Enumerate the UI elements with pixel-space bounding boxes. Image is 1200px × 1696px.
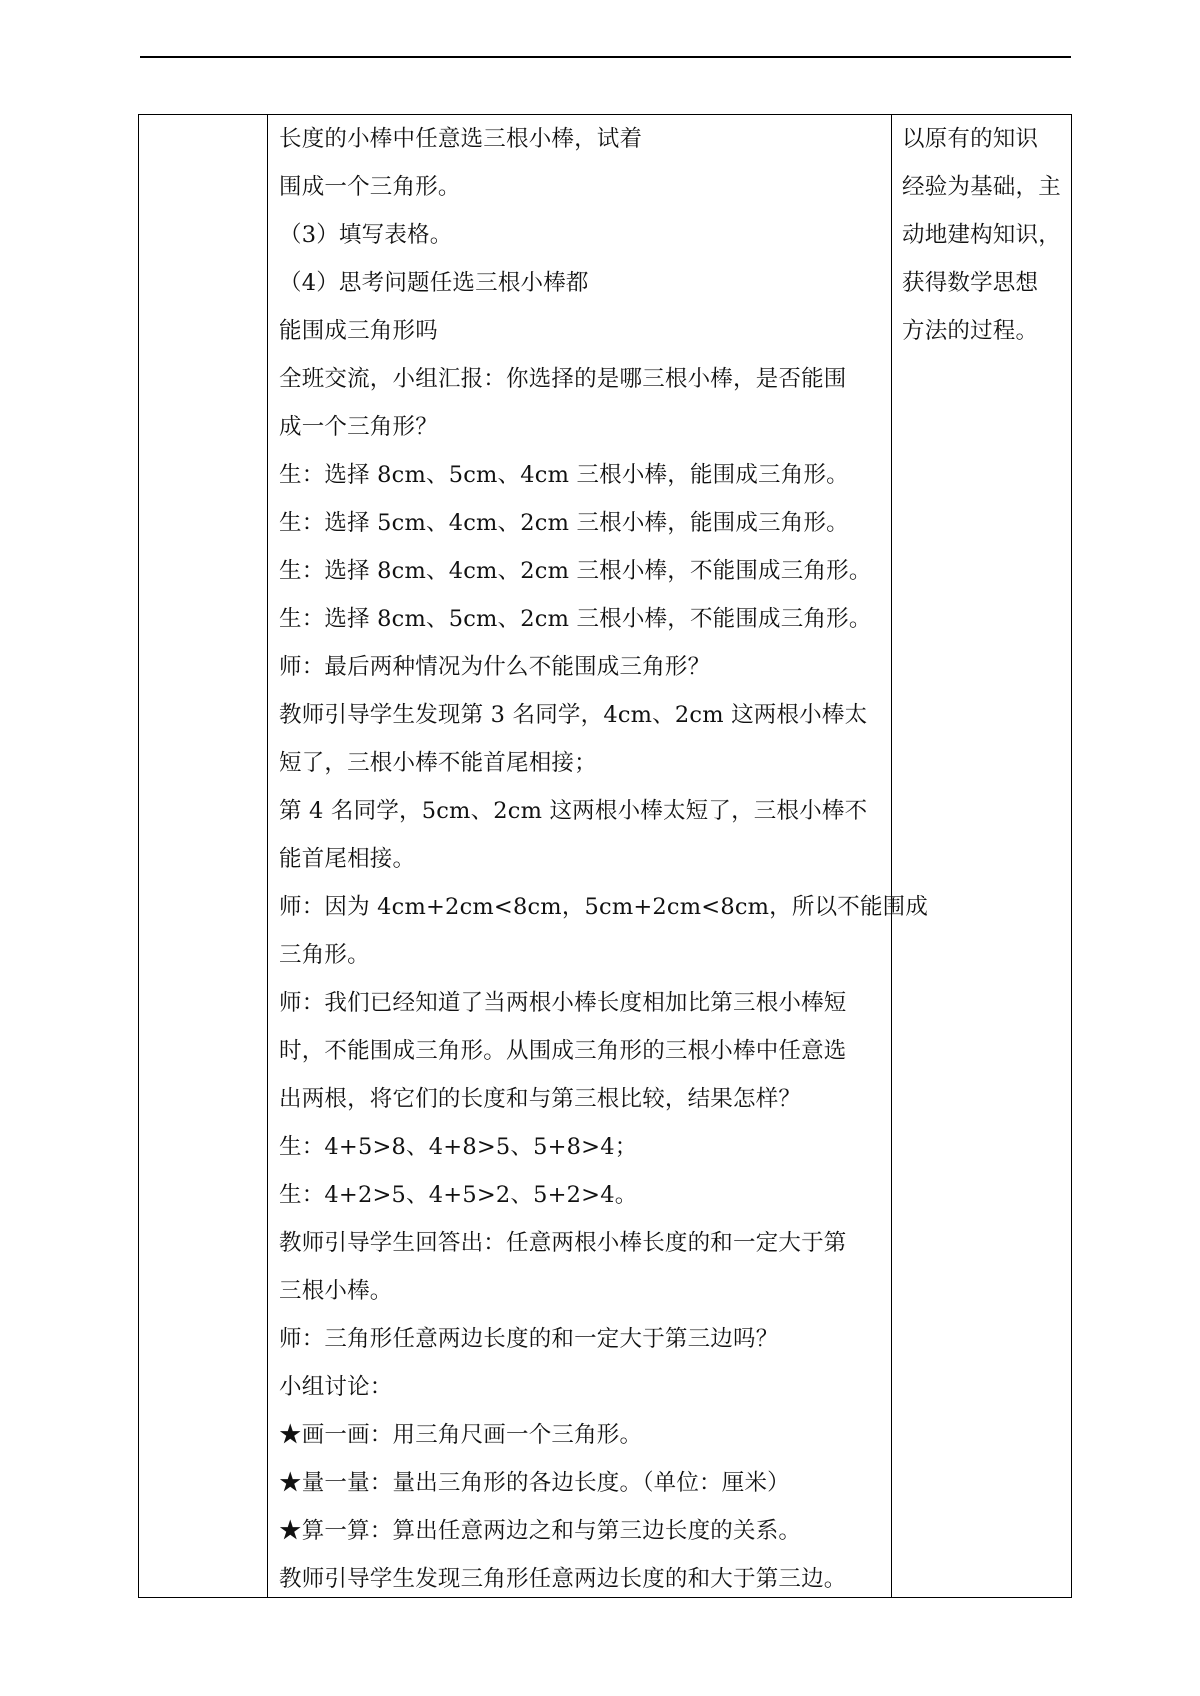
activity-line: ★画一画：用三角尺画一个三角形。	[279, 1422, 643, 1448]
header-rule	[140, 56, 1071, 58]
activity-line: 出两根，将它们的长度和与第三根比较，结果怎样？	[279, 1086, 802, 1112]
design-intent-line: 动地建构知识，	[902, 222, 1061, 248]
design-intent-line: 方法的过程。	[902, 318, 1039, 344]
lesson-table	[138, 114, 1072, 1598]
activity-line: （4）思考问题任选三根小棒都	[279, 270, 589, 296]
activity-line: 第 4 名同学，5cm、2cm 这两根小棒太短了，三根小棒不	[279, 798, 868, 824]
design-intent-line: 获得数学思想	[902, 270, 1039, 296]
activity-line: 围成一个三角形。	[279, 174, 461, 200]
design-intent-cell	[891, 115, 1071, 355]
activity-line: 师：我们已经知道了当两根小棒长度相加比第三根小棒短	[279, 990, 847, 1016]
design-intent-line: 以原有的知识	[902, 126, 1039, 152]
activity-line: 教师引导学生发现三角形任意两边长度的和大于第三边。	[279, 1566, 847, 1592]
activity-line: ★算一算：算出任意两边之和与第三边长度的关系。	[279, 1518, 802, 1544]
design-intent-line: 经验为基础，主	[902, 174, 1061, 200]
activity-line: 生：4+2>5、4+5>2、5+2>4。	[279, 1182, 638, 1208]
activity-line: 能首尾相接。	[279, 846, 416, 872]
activity-cell	[267, 115, 929, 1603]
activity-line: 师：三角形任意两边长度的和一定大于第三边吗？	[279, 1326, 779, 1352]
activity-line: 时，不能围成三角形。从围成三角形的三根小棒中任意选	[279, 1038, 847, 1064]
activity-line: 师：最后两种情况为什么不能围成三角形？	[279, 654, 711, 680]
design-intent-text	[902, 115, 1071, 355]
activity-line: 长度的小棒中任意选三根小棒，试着	[279, 126, 643, 152]
activity-line: 师：因为 4cm+2cm<8cm，5cm+2cm<8cm，所以不能围成	[279, 894, 929, 920]
activity-line: 全班交流，小组汇报：你选择的是哪三根小棒，是否能围	[279, 366, 847, 392]
activity-line: 生：4+5>8、4+8>5、5+8>4；	[279, 1134, 638, 1160]
activity-line: 教师引导学生回答出：任意两根小棒长度的和一定大于第	[279, 1230, 847, 1256]
activity-line: （3）填写表格。	[279, 222, 453, 248]
activity-line: 小组讨论：	[279, 1374, 393, 1400]
activity-line: 生：选择 8cm、5cm、4cm 三根小棒，能围成三角形。	[279, 462, 849, 488]
activity-line: 短了，三根小棒不能首尾相接；	[279, 750, 597, 776]
activity-text	[279, 115, 929, 1603]
stage-cell	[139, 115, 267, 1597]
activity-line: 能围成三角形吗	[279, 318, 438, 344]
activity-line: 生：选择 5cm、4cm、2cm 三根小棒，能围成三角形。	[279, 510, 849, 536]
activity-line: 三根小棒。	[279, 1278, 393, 1304]
activity-line: 生：选择 8cm、5cm、2cm 三根小棒，不能围成三角形。	[279, 606, 872, 632]
activity-line: 教师引导学生发现第 3 名同学，4cm、2cm 这两根小棒太	[279, 702, 868, 728]
activity-line: 成一个三角形？	[279, 414, 438, 440]
activity-line: ★量一量：量出三角形的各边长度。（单位：厘米）	[279, 1470, 790, 1496]
activity-line: 生：选择 8cm、4cm、2cm 三根小棒，不能围成三角形。	[279, 558, 872, 584]
activity-line: 三角形。	[279, 942, 370, 968]
